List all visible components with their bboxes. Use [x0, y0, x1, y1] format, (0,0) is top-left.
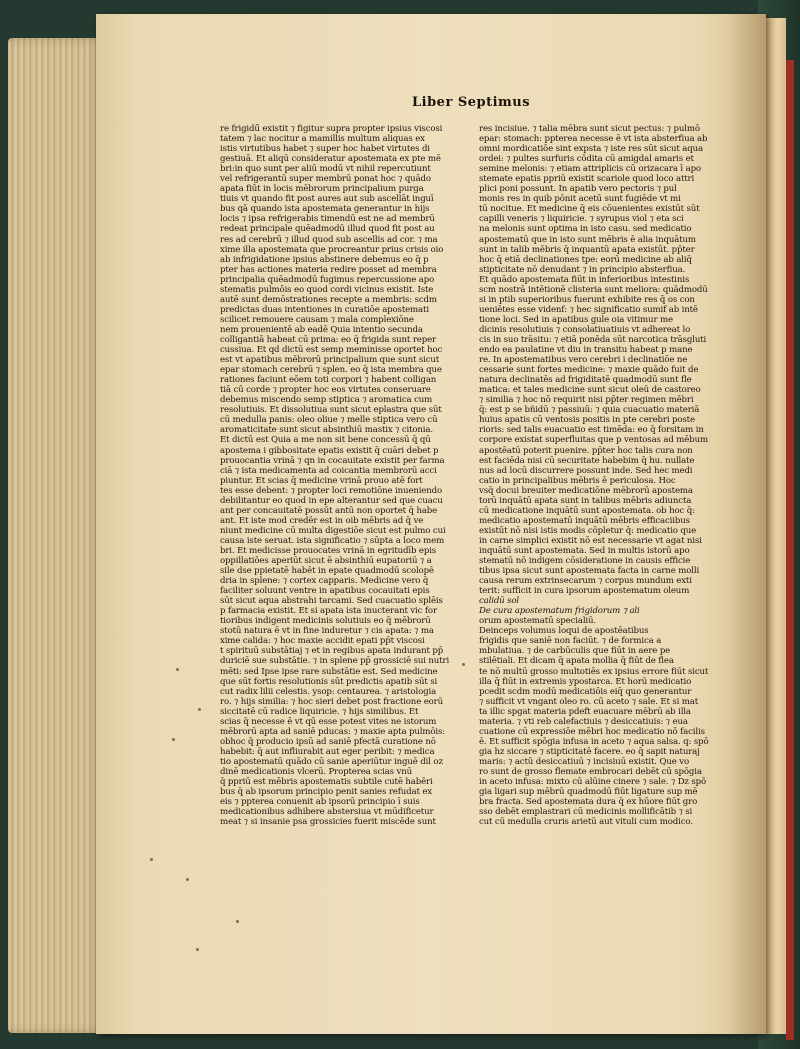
text-line: scilicet remouere causam ⁊ mala complexiōne — [220, 314, 414, 325]
text-line: sso debēt emplastrari cū medicinis mollificātib ⁊ si — [479, 807, 693, 818]
text-line: hoc q̄ etiā declinationes tpe: eorū medicine ab aliq̄ — [479, 254, 692, 265]
text-line: niunt medicine cū multa digestiōe sicut est pulmo cui — [220, 525, 446, 536]
text-line: res ad cerebrū ⁊ illud quod sub ascellis ad cor. ⁊ ma — [220, 234, 438, 245]
text-line: predictas duas intentiones in curatiōe apostemati — [220, 304, 429, 315]
text-line: stipticitate nō denudant ⁊ in principio absterfiua. — [479, 264, 686, 275]
text-line: te nō multū grosso multotiēs ex ipsius errore fiūt sicut — [479, 666, 709, 677]
text-line: debemus miscendo semp stiptica ⁊ aromatica cum — [220, 395, 433, 406]
text-line: pcedit scdm modū medicatiōis eiq̄ quo generantur — [479, 686, 692, 697]
foxing-spot — [176, 668, 179, 671]
text-line: huius apatis cū ventosis positis in pte cerebri poste — [479, 415, 695, 426]
text-line: ⁊ similia ⁊ hoc nō requirit nisi pp̄ter regimen mēbri — [479, 395, 694, 406]
text-line: p farmacia existit. Et si apata ista inucterant vic for — [220, 606, 437, 617]
facing-page-edge — [766, 18, 786, 1034]
text-line: cū medulla panis: oleo oliue ⁊ melle stiptica vero cū — [220, 415, 438, 426]
foxing-spot — [198, 708, 201, 711]
text-line: ta illic spgat materia pdeft euacuare mēbrū ab illa — [479, 706, 691, 717]
text-line: xime illa apostemata que procreantur prius crisis oio — [220, 244, 444, 255]
text-line: gia hz siccare ⁊ stipticitatē facere. eo q̄ sapit naturaj — [479, 746, 700, 757]
text-line: est vt apatibus mēbrorū principalium que sunt sicut — [220, 355, 440, 366]
text-line: omni mordicatiōe sint expsta ⁊ iste res sūt sicut aqua — [479, 144, 703, 155]
text-line: principalia quēadmodū fugimus repercussione apo — [220, 274, 435, 285]
text-line: obhoc q̄ producio ipsū ad saniē pfectā curatione nō — [220, 736, 436, 747]
text-line: ciā ⁊ ista medicamenta ad coicantia membrorū acci — [220, 465, 437, 476]
text-line: gia ligari sup mēbrū quadmodū fiūt ligature sup mē — [479, 787, 698, 798]
text-line: causa rerum extrinsecarum ⁊ corpus mundum exti — [479, 576, 692, 587]
text-line: existūt nō nisi istis modis cōpletur q̄: medicatio que — [479, 525, 697, 536]
text-line: ant per concauitatē possūt antū non oportet q̄ habe — [220, 505, 438, 516]
text-line: vel refrigerantū super membrū ponat hoc ⁊ quādo — [220, 174, 431, 185]
text-line: aromaticitate sunt sicut absinthiū mastix ⁊ citonia. — [220, 425, 433, 436]
text-line: gestiuā. Et aliqū consideratur apostemata ex pte mē — [220, 154, 441, 165]
text-line: epar stomach cerebrū ⁊ splen. eo q̄ ista membra que — [220, 365, 442, 376]
text-line: tatem ⁊ lac nocitur a mamillis multum aliquas ex — [220, 134, 425, 145]
text-line: redeat principale quēadmodū illud quod fit post au — [220, 224, 435, 235]
text-line: Et dictū est Quia a me non sit bene concessū q̄ qū — [220, 435, 431, 446]
text-column-left — [220, 124, 472, 827]
text-line: rationes faciunt eōem toti corpori ⁊ habent colligan — [220, 375, 437, 386]
text-line: matica: et tales medicine sunt sicut oleū de castoreo — [479, 385, 701, 396]
text-line: resolutiuis. Et dissolutiua sunt sicut eplastra que sūt — [220, 405, 442, 416]
text-line: frigidis que saniē non faciūt. ⁊ de formica a — [479, 636, 662, 647]
text-line: terit: sufficit in cura ipsorum apostematum oleum — [479, 586, 690, 597]
text-line: piuntur. Et scias q̄ medicine vrinā prouo atē fort — [220, 475, 423, 486]
text-line: ro sunt de grosso flemate embrocari debēt cū spōgia — [479, 767, 702, 777]
text-line: colligantiā habeat cū prima: eo q̄ frigida sunt reper — [220, 334, 436, 345]
text-line: Et quādo apostemata fiūt in inferioribus intestinis — [479, 274, 690, 285]
chapter-heading-line: calidū sol — [479, 596, 520, 607]
text-line: cū medicatione inquātū sunt apostemata. ob hoc q̄: — [479, 505, 695, 516]
text-line: ant. Et iste mod credēr est in oib mēbris ad q̄ ve — [220, 515, 424, 526]
text-line: bri. Et medicisse prouocates vrinā in egritudīb epis — [220, 545, 437, 556]
text-line: dria in splene: ⁊ cortex capparis. Medicine vero q̄ — [220, 576, 429, 587]
text-line: vsq̄ docui breuiter medicatiōne mēbrorū apostema — [479, 485, 693, 496]
text-line: dicinis resolutiuis ⁊ consolatiuatiuis vt adhereat lo — [479, 324, 691, 335]
text-line: sunt in talib mēbris q̄ inquantū apata existūt. pp̄ter — [479, 244, 695, 255]
text-line: ab infrigidatione ipsius abstinere debemus eo q̄ p — [220, 254, 429, 265]
text-line: catio in principalibus mēbris ē periculosa. Hoc — [479, 475, 676, 486]
text-line: sūt sicut aqua abstrahi tarcami. Sed cuacuatio splēis — [220, 596, 443, 607]
text-line: tū nocitue. Et medicine q̄ eis cōuenientes existūt sūt — [479, 204, 700, 215]
text-line: t spirituū substātiaj ⁊ et in regibus apata indurant pp̄ — [220, 646, 444, 657]
text-line: natura declinatēs ad frigiditatē quadmodū sunt fle — [479, 375, 692, 386]
text-line: scm nostrā intētionē clisteria sunt meliora: quādmodū — [479, 284, 708, 295]
text-line: causa iste seruat. ista significatio ⁊ sūpta a loco mem — [220, 535, 445, 546]
text-line: est faciēda nisi cū securitate habebim q̄ hu. nullate — [479, 455, 695, 466]
text-line: tibus ipsa sicut sunt apostemata facta in carne molli — [479, 566, 700, 577]
text-line: maris: ⁊ actū desiccatiuū ⁊ incisiuū existit. Que vo — [479, 756, 689, 767]
text-line: dinē medicationis vlcerū. Propterea scias vnū — [220, 767, 412, 777]
text-line: na melonis sunt optima in isto casu. sed medicatio — [479, 224, 692, 235]
text-line: cut radix lilii celestis. ysop: centaurea. ⁊ aristologia — [220, 686, 437, 697]
text-line: istis virtutibus habet ⁊ super hoc habet virtutes di — [220, 144, 430, 155]
text-line: tiā cū corde ⁊ propter hoc eos virtutes conseruare — [220, 385, 431, 396]
text-line: tione loci. Sed in apatibus gule oia vitimur me — [479, 314, 673, 325]
text-line: autē sunt demōstrationes recepte a membris: scdm — [220, 294, 437, 305]
text-line: oppillatiōes aperiūt sicut ē absinthiū eupatoriū ⁊ a — [220, 556, 432, 567]
text-line: prouocantia vrinā ⁊ qn in cocauitate existit per farma — [220, 455, 445, 466]
text-line: q̄: est p se bñidū ⁊ passiuū: ⁊ quia cuacuatio materiā — [479, 405, 700, 416]
text-line: stematū nō indigem cōsideratione in causis efficie — [479, 556, 691, 567]
text-line: monis res in quib pōnit acetū sunt fugiēde vt mi — [479, 194, 681, 205]
text-line: stematis pulmōis eo quod cordi vicinus existit. Iste — [220, 284, 434, 295]
text-line: ⁊ sufficit vt vngant oleo ro. cū aceto ⁊ sale. Et si mat — [479, 696, 699, 707]
text-line: nus ad locū discurrere possunt inde. Sed hec medi — [479, 465, 693, 476]
text-line: debilitantur eo quod in epe alterantur sed que cuacu — [220, 495, 443, 506]
text-line: locis ⁊ ipsa refrigerabis timendū est ne ad membrū — [220, 214, 435, 225]
text-line: siccitatē cū radice liquiricie. ⁊ hijs similibus. Et — [220, 706, 419, 717]
text-line: rioris: sed talis euacuatio est timēda: eo q̄ forsitam in — [479, 425, 704, 436]
text-line: ordei: ⁊ pultes surfuris cōdita cū amigdal amaris et — [479, 154, 694, 165]
book-page-edges — [8, 38, 103, 1033]
text-line: tioribus indigent medicinis solutiuis eo q̄ mēbrorū — [220, 616, 431, 627]
foxing-spot — [462, 663, 465, 666]
text-line: re. In apostematibus vero cerebri i declinatiōe ne — [479, 355, 688, 366]
running-header: Liber Septimus — [412, 95, 531, 110]
text-line: Deinceps volumus loqui de apostēatibus — [479, 626, 649, 637]
text-line: apata fiūt in locis mēbrorum principalium purga — [220, 184, 424, 195]
text-line: in aceto infusa: mixto cū alūine cinere ⁊ sale. ⁊ Dz spō — [479, 777, 707, 788]
text-line: xime calida: ⁊ hoc maxie accidit epati pp̄t viscosi — [220, 636, 425, 647]
text-line: epar: stomach: ppterea necesse ē vt ista absterfiua ab — [479, 134, 708, 145]
text-line: illa q̄ fiūt in extremis ypostarca. Et horū medicatio — [479, 676, 692, 687]
text-line: mbulatiua. ⁊ de carbūculis que fiūt in aere pe — [479, 646, 671, 657]
text-column-right — [479, 124, 741, 827]
text-line: pter has actiones materia redire posset ad membra — [220, 264, 437, 275]
foxing-spot — [186, 878, 189, 881]
text-line: mēti: sed Ipse ipse rare substātie est. Sed medicine — [220, 666, 438, 677]
text-line: q̄ ppriū est mēbris apostematis subtile cutē habēri — [220, 777, 433, 788]
foxing-spot — [150, 858, 153, 861]
text-line: bus qā quando ista apostemata generantur in hijs — [220, 204, 430, 215]
text-line: tio apostematū quādo cū sanie aperiūtur inguē dil oz — [220, 756, 443, 767]
text-line: stotū natura ē vt in fine induretur ⁊ cis apata: ⁊ ma — [220, 626, 434, 637]
text-line: cuatione cū expressiōe mēbri hoc medicatio nō facilis — [479, 726, 705, 737]
text-line: medicatio apostematū inquātū mēbris efficaciibus — [479, 515, 690, 526]
text-line: mēbrorū apta ad saniē pducas: ⁊ maxie apta pulmōis: — [220, 726, 445, 737]
text-line: si in ptib superioribus fuerunt exhibite res q̄ os con — [479, 294, 695, 305]
text-line: ro. ⁊ hijs similia: ⁊ hoc sieri debet post fractione eorū — [220, 696, 444, 707]
text-line: semine melonis: ⁊ etiam attriplicis cū orizacara ī apo — [479, 164, 701, 175]
text-line: medicationibus adhibere abstersiua vt mūdificetur — [220, 807, 434, 818]
text-line: meat ⁊ si insanie psa grossicies fuerit miscēde sunt — [220, 817, 436, 828]
text-line: res incisiue. ⁊ talia mēbra sunt sicut pectus: ⁊ pulmō — [479, 124, 700, 134]
text-line: corpore existat superfluitas que p ventosas ad mēbum — [479, 435, 708, 446]
text-line: apostēatū poterit puenire. pp̄ter hoc talis cura non — [479, 445, 693, 456]
text-line: tiuis vt quando fit post aures aut sub ascellāt inguī — [220, 194, 434, 205]
foxing-spot — [172, 738, 175, 741]
text-line: duriciē sue substātie. ⁊ in splene pp̄ grossiciē sui nutri — [220, 656, 450, 667]
text-line: stemate epatis ppriū existit scariole quod loco attri — [479, 174, 695, 185]
text-line: cussiua. Et qd dictū est semp meminisse oportet hoc — [220, 345, 443, 356]
foxing-spot — [236, 920, 239, 923]
text-line: tes esse debent: ⁊ propter loci remotiōne inueniendo — [220, 485, 443, 496]
text-line: inquātū sunt apostemata. Sed in multis istorū apo — [479, 545, 690, 556]
text-line: scias q̄ necesse ē vt qū esse potest vites ne istorum — [220, 716, 437, 727]
text-line: re frigidū̄ existit ⁊ figitur supra propter ipsius viscosi — [220, 124, 443, 134]
text-line: habebit: q̄ aut infliurabit aut eger peribit: ⁊ medica — [220, 746, 435, 757]
text-line: sile dse ppietatē habēt in epate quadmodū scolopē — [220, 566, 434, 577]
text-line: torū inquātū apata sunt in talibus mēbris adiuncta — [479, 495, 692, 506]
text-line: orum apostematū specialiū. — [479, 616, 596, 627]
text-line: ueniētes esse videnf: ⁊ hec significatio sumif ab intē — [479, 304, 698, 315]
text-line: cessarie sunt fortes medicine: ⁊ maxie quādo fuit de — [479, 365, 699, 376]
text-line: plici poni possunt. In apatib vero pectoris ⁊ pul — [479, 184, 677, 195]
text-line: bus q̄ ab ipsorum principio penit sanies refudat ex — [220, 787, 432, 798]
text-line: endo ea paulatine vt diu in transitu habeat p mane — [479, 345, 693, 356]
text-line: capilli veneris ⁊ liquiricie. ⁊ syrupus viol ⁊ eta sci — [479, 214, 684, 225]
text-line: apostema i gibbositate epatis existit q̄ cuāri debet p — [220, 445, 439, 456]
foxing-spot — [196, 948, 199, 951]
text-line: nem prouenientē ab eadē Quia intentio secunda — [220, 324, 423, 335]
facing-page-binding — [786, 60, 794, 1040]
text-line: bra fracta. Sed apostemata dura q̄ ex hūore fiūt gro — [479, 797, 698, 808]
text-line: bri:in quo sunt per aliū modū vt nihil repercutiunt — [220, 164, 431, 175]
text-line: in carne simplici existit nō est necessarie vt agat nisi — [479, 535, 702, 546]
text-line: que sūt fortis resolutionis sūt predictis apatib sūt si — [220, 676, 438, 687]
text-line: stilētiali. Et dicam q̄ apata mollia q̄ fiūt de flea — [479, 656, 674, 667]
chapter-heading-line: De cura apostematum frigidorum ⁊ ali — [479, 606, 640, 617]
text-line: materia. ⁊ vti reb calefactiuis ⁊ desiccatiuis: ⁊ eua — [479, 716, 688, 727]
text-line: ē. Et sufficit spōgia infusa in aceto ⁊ aqua salsa. q: spō — [479, 736, 709, 747]
text-line: cis in suo trāsitu: ⁊ etiā ponēda sūt narcotica trāsgluti — [479, 334, 707, 345]
text-line: apostematū que in isto sunt mēbris ē alia inquātum — [479, 234, 696, 245]
text-line: cut cū medulla cruris arietū aut vituli cum modico. — [479, 817, 693, 828]
text-line: eis ⁊ ppterea conuenit ab ipsorū principio ī suis — [220, 797, 420, 808]
text-line: faciliter soluunt ventre in apatibus cocauitati epis — [220, 586, 430, 597]
